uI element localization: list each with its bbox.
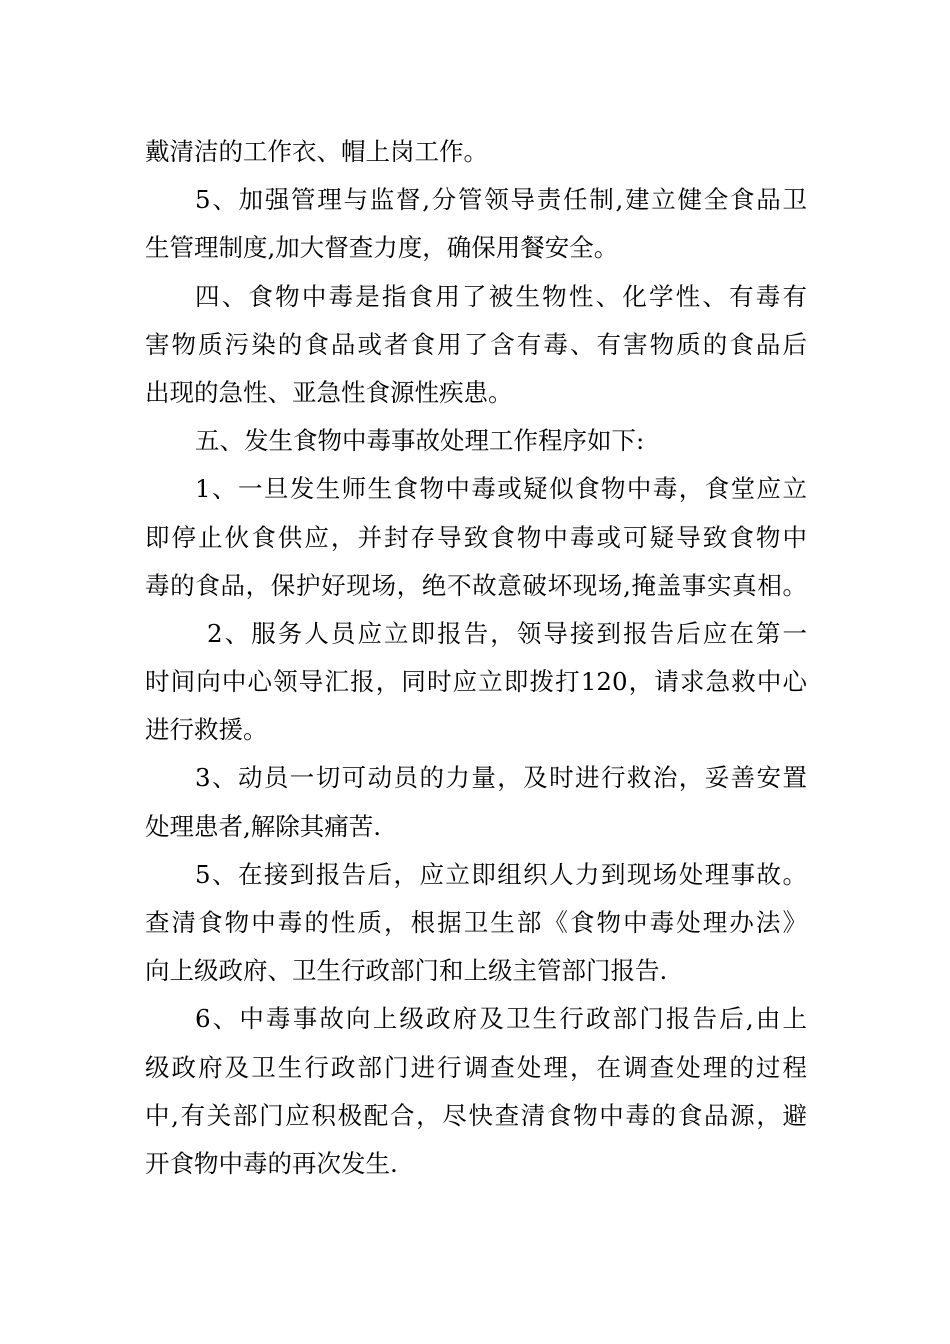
text-line: 6、中毒事故向上级政府及卫生行政部门报告后,由上 [195, 1004, 807, 1034]
text-line: 1、一旦发生师生食物中毒或疑似食物中毒，食堂应立 [195, 474, 807, 504]
text-line: 四、食物中毒是指食用了被生物性、化学性、有毒有 [195, 281, 807, 311]
text-line: 中,有关部门应积极配合，尽快查清食物中毒的食品源，避 [145, 1100, 807, 1130]
text-line: 毒的食品，保护好现场，绝不故意破坏现场,掩盖事实真相。 [145, 570, 807, 600]
text-line: 戴清洁的工作衣、帽上岗工作。 [145, 137, 488, 166]
text-line: 生管理制度,加大督查力度，确保用餐安全。 [145, 233, 619, 263]
text-line: 查清食物中毒的性质，根据卫生部《食物中毒处理办法》 [145, 908, 807, 937]
text-line: 处理患者,解除其痛苦. [145, 811, 382, 841]
text-line: 级政府及卫生行政部门进行调查处理，在调查处理的过程 [145, 1052, 807, 1082]
text-line: 开食物中毒的再次发生. [145, 1148, 398, 1178]
text-line: 害物质污染的食品或者食用了含有毒、有害物质的食品后 [145, 329, 807, 359]
text-line: 五、发生食物中毒事故处理工作程序如下: [195, 426, 645, 456]
text-line: 出现的急性、亚急性食源性疾患。 [145, 377, 513, 407]
text-line: 3、动员一切可动员的力量，及时进行救治，妥善安置 [195, 763, 807, 793]
text-line: 5、加强管理与监督,分管领导责任制,建立健全食品卫 [195, 185, 807, 215]
document-body [145, 128, 807, 1188]
text-line: 5、在接到报告后，应立即组织人力到现场处理事故。 [195, 859, 807, 889]
text-line: 向上级政府、卫生行政部门和上级主管部门报告. [145, 956, 668, 986]
text-line: 即停止伙食供应，并封存导致食物中毒或可疑导致食物中 [145, 522, 807, 552]
text-line: 2、服务人员应立即报告，领导接到报告后应在第一 [207, 618, 807, 648]
text-line: 时间向中心领导汇报，同时应立即拨打120，请求急救中心 [145, 667, 807, 697]
text-line: 进行救援。 [145, 715, 268, 745]
